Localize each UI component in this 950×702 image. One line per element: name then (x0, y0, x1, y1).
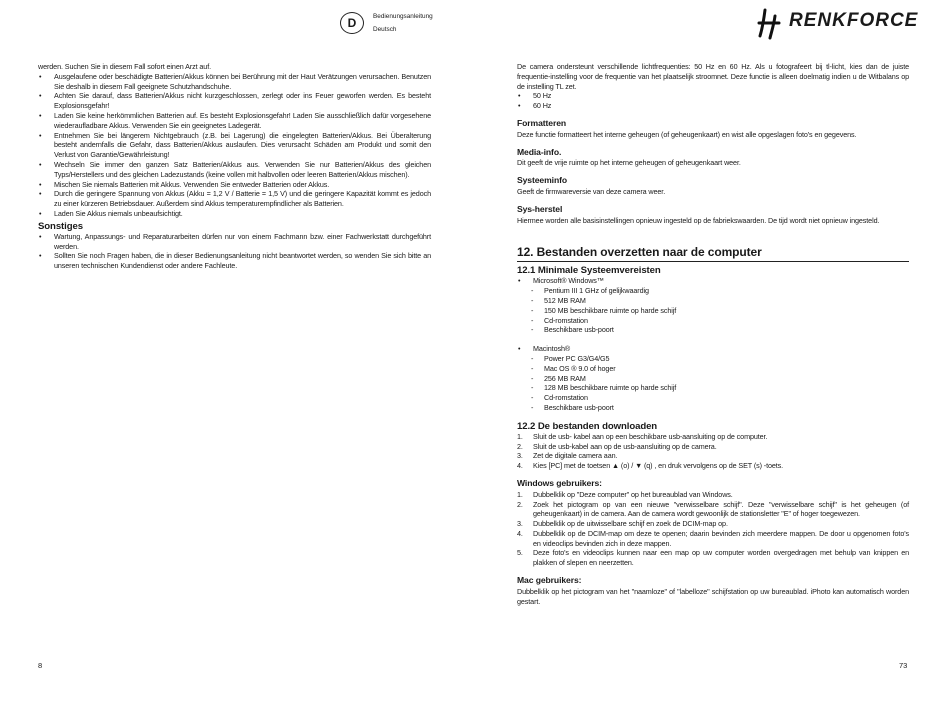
frequency-intro: De camera ondersteunt verschillende lichtfrequenties: 50 Hz en 60 Hz. Als u fotografeert bij tl-licht, kies dan de juiste frequentie-instelling voor de frequentie van het plaatselijk stroomnet. Deze functie is alleen doelmatig indien u de Witbalans op de instelling TL zet. (517, 62, 909, 91)
list-item: 1. Sluit de usb- kabel aan op een beschikbare usb-aansluiting op de computer. (517, 431, 768, 441)
list-item: • Laden Sie keine herkömmlichen Batterien auf. Es besteht Explosionsgefahr! Laden Sie ausschließlich dafür vorgesehene wiederaufladbare Akkus. Verwenden Sie ein geeignetes Ladegerät. (38, 111, 431, 131)
list-item: - 128 MB beschikbare ruimte op harde schijf (517, 383, 909, 393)
media-info-heading: Media-info. (517, 146, 562, 157)
left-column (38, 62, 431, 271)
list-item: - Mac OS ® 9.0 of hoger (517, 364, 909, 374)
section-title: 12. Bestanden overzetten naar de computer (517, 245, 909, 262)
left-page-number: 8 (38, 661, 43, 670)
left-intro: werden. Suchen Sie in diesem Fall sofort einen Arzt auf. (38, 62, 211, 71)
windows-label: • Microsoft® Windows™ (517, 276, 909, 286)
media-info-text: Dit geeft de vrije ruimte op het interne geheugen of geheugenkaart weer. (517, 158, 741, 168)
battery-safety-list (38, 72, 431, 219)
mac-label: • Macintosh® (517, 344, 909, 354)
list-item: • Sollten Sie noch Fragen haben, die in dieser Bedienungsanleitung nicht beantwortet werden, so wenden Sie sich bitte an unseren technischen Kundendienst oder andere Fachleute. (38, 251, 431, 271)
list-item: - Beschikbare usb-poort (517, 403, 909, 413)
sonstiges-list (38, 232, 431, 271)
sys-herstel-text: Hiermee worden alle basisinstellingen opnieuw ingesteld op de fabriekswaarden. De tijd wordt niet opnieuw ingesteld. (517, 215, 880, 225)
list-item: 3. Dubbelklik op de uitwisselbare schijf en zoek de DCIM-map op. (517, 519, 728, 529)
header-manual-label: Bedienungsanleitung (373, 13, 433, 20)
brand-name: RENKFORCE (789, 10, 919, 31)
mac-users-text: Dubbelklik op het pictogram van het "naamloze" of "labelloze" schijfstation op uw bureaublad. iPhoto kan automatisch worden gestart. (517, 586, 909, 606)
brand-mark-icon (757, 6, 787, 40)
list-item: 4. Dubbelklik op de DCIM-map om deze te openen; daarin bevinden zich meerdere mappen. De door u opgenomen foto's en videoclips bevinden zich in deze mappen. (517, 528, 909, 548)
brand-logo (757, 6, 917, 40)
list-item: - 150 MB beschikbare ruimte op harde schijf (517, 306, 909, 316)
download-steps-list (517, 432, 909, 471)
list-item: • Laden Sie Akkus niemals unbeaufsichtigt. (38, 209, 431, 219)
list-item: - 256 MB RAM (517, 374, 909, 384)
list-item: - Beschikbare usb-poort (517, 325, 909, 335)
right-column (517, 62, 909, 606)
right-page-number: 73 (899, 661, 908, 670)
windows-users-heading: Windows gebruikers: (517, 477, 602, 488)
windows-steps-list (517, 490, 909, 568)
list-item: • 50 Hz (517, 91, 909, 101)
list-item: 2. Sluit de usb-kabel aan op de usb-aansluiting op de camera. (517, 441, 717, 451)
header-language-label: Deutsch (373, 26, 397, 33)
formatteren-text: Deze functie formatteert het interne geheugen (of geheugenkaart) en wist alle opgeslagen foto's en gegevens. (517, 129, 857, 139)
list-item: 3. Zet de digitale camera aan. (517, 451, 618, 461)
list-item: - Cd-romstation (517, 393, 909, 403)
sys-herstel-heading: Sys-herstel (517, 203, 563, 214)
country-badge: D (340, 12, 364, 34)
subsection-download-title: 12.2 De bestanden downloaden (517, 420, 658, 432)
sonstiges-heading: Sonstiges (38, 220, 83, 232)
list-item: 4. Kies [PC] met de toetsen ▲ (o) / ▼ (q) , en druk vervolgens op de SET (s) -toets. (517, 461, 784, 471)
mac-users-heading: Mac gebruikers: (517, 575, 582, 586)
list-item: • Wartung, Anpassungs- und Reparaturarbeiten dürfen nur von einem Fachmann bzw. einer Fachwerkstatt durchgeführt werden. (38, 232, 431, 252)
list-item: • Entnehmen Sie bei längerem Nichtgebrauch (z.B. bei Lagerung) die eingelegten Batterien/Akkus. Bei Überalterung besteht andernfalls die Gefahr, dass Batterien/Akkus auslaufen. Dies verursacht Schäden am Produkt und somit den Verlust von Garantie/Gewährleistung! (38, 131, 431, 160)
list-item: - Pentium III 1 GHz of gelijkwaardig (517, 286, 909, 296)
list-item: • Ausgelaufene oder beschädigte Batterien/Akkus können bei Berührung mit der Haut Verätzungen verursachen. Benutzen Sie deshalb in diesem Fall geeignete Schutzhandschuhe. (38, 72, 431, 92)
windows-requirements-list (517, 286, 909, 335)
systeeminfo-text: Geeft de firmwareversie van deze camera weer. (517, 186, 666, 196)
list-item: • Achten Sie darauf, dass Batterien/Akkus nicht kurzgeschlossen, zerlegt oder ins Feuer geworfen werden. Es besteht Explosionsgefahr! (38, 91, 431, 111)
list-item: • Wechseln Sie immer den ganzen Satz Batterien/Akkus aus. Verwenden Sie nur Batterien/Akkus des gleichen Typs/Herstellers und des gleichen Ladezustands (keine vollen mit halbvollen oder leeren Batterien/Akkus mischen). (38, 160, 431, 180)
list-item: • Durch die geringere Spannung von Akkus (Akku = 1,2 V / Batterie = 1,5 V) und die geringere Kapazität kommt es jedoch zu einer kürzeren Betriebsdauer. Außerdem sind Akkus temperaturempfindlicher als Batterien. (38, 189, 431, 209)
list-item: • Mischen Sie niemals Batterien mit Akkus. Verwenden Sie entweder Batterien oder Akkus. (38, 180, 431, 190)
list-item: 2. Zoek het pictogram op van een nieuwe "verwisselbare schijf". Deze "verwisselbare schijf" is het geheugen (of geheugenkaart) in de camera. Aan de camera wordt gewoonlijk de stationsletter "E" of hoger toegewezen. (517, 499, 909, 519)
list-item: - Cd-romstation (517, 316, 909, 326)
list-item: 1. Dubbelklik op "Deze computer" op het bureaublad van Windows. (517, 489, 733, 499)
systeeminfo-heading: Systeeminfo (517, 175, 568, 186)
subsection-requirements-title: 12.1 Minimale Systeemvereisten (517, 265, 661, 277)
list-item: • 60 Hz (517, 101, 909, 111)
formatteren-heading: Formatteren (517, 117, 567, 128)
list-item: - Power PC G3/G4/G5 (517, 354, 909, 364)
mac-requirements-list (517, 354, 909, 413)
list-item: - 512 MB RAM (517, 296, 909, 306)
list-item: 5. Deze foto's en videoclips kunnen naar een map op uw computer worden overgedragen met behulp van knippen en plakken of slepen en neerzetten. (517, 548, 909, 568)
